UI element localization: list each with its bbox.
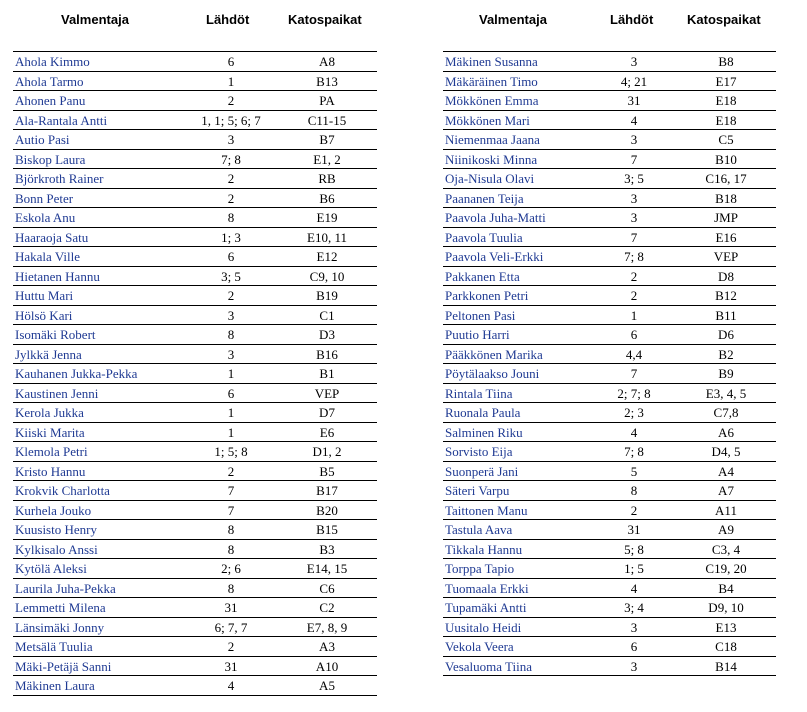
coach-name: Mökkönen Mari — [445, 112, 530, 128]
coach-name: Kytölä Aleksi — [15, 561, 87, 576]
header-coach: Valmentaja — [479, 12, 547, 27]
coach-name: Ala-Rantala Antti — [15, 112, 108, 128]
coach-name: Pöytälaakso Jouni — [445, 366, 540, 381]
table-row — [13, 90, 377, 110]
spot-value: A3 — [319, 639, 335, 654]
table-row — [13, 344, 377, 364]
table-row — [13, 129, 377, 149]
spot-value: C9, 10 — [309, 268, 345, 284]
departures-value: 2; 6 — [221, 561, 241, 576]
departures-value: 3; 5 — [221, 268, 241, 284]
table-rows — [13, 51, 377, 696]
spot-value: E18 — [715, 93, 737, 108]
table-row — [443, 149, 776, 169]
departures-value: 3 — [630, 619, 638, 635]
table-row — [13, 110, 377, 130]
spot-value: A5 — [319, 678, 335, 693]
spot-value: E1, 2 — [313, 151, 341, 167]
spot-value: VEP — [314, 385, 340, 401]
table-row — [443, 558, 776, 578]
departures-value: 4 — [630, 580, 638, 596]
coach-name: Metsälä Tuulia — [15, 639, 93, 654]
spot-value: A9 — [718, 522, 734, 537]
departures-value: 2 — [227, 190, 235, 206]
header-departures: Lähdöt — [206, 12, 250, 27]
coach-name: Hietanen Hannu — [15, 268, 100, 284]
spot-value: B10 — [715, 151, 737, 167]
coach-name: Mäkinen Susanna — [445, 54, 538, 69]
coach-name: Niinikoski Minna — [445, 151, 538, 167]
coach-name: Vesaluoma Tiina — [445, 658, 533, 674]
table-row — [443, 578, 776, 598]
spot-value: B5 — [319, 463, 335, 479]
departures-value: 6 — [630, 639, 638, 654]
header-spots: Katospaikat — [687, 12, 761, 27]
coach-name: Parkkonen Petri — [445, 288, 529, 303]
spot-value: A6 — [718, 424, 734, 440]
coach-name: Oja-Nisula Olavi — [445, 171, 535, 186]
coach-name: Paavola Tuulia — [445, 229, 523, 245]
coach-name: Mäkinen Laura — [15, 678, 95, 693]
table-row — [443, 617, 776, 637]
table-row — [13, 461, 377, 481]
spot-value: B4 — [718, 580, 734, 596]
table-row — [443, 519, 776, 539]
departures-value: 8 — [227, 541, 235, 557]
coach-name: Paavola Juha-Matti — [445, 210, 546, 225]
departures-value: 2; 3 — [624, 405, 644, 420]
table-row — [443, 129, 776, 149]
table-row — [13, 636, 377, 656]
coach-name: Kurhela Jouko — [15, 502, 92, 518]
coach-name: Kiiski Marita — [15, 424, 85, 440]
table-row — [443, 207, 776, 227]
coach-name: Tupamäki Antti — [445, 600, 527, 615]
table-row — [13, 168, 377, 188]
coach-name: Mäkäräinen Timo — [445, 73, 538, 89]
coach-name: Laurila Juha-Pekka — [15, 580, 116, 596]
coach-name: Uusitalo Heidi — [445, 619, 522, 635]
table-row — [443, 383, 776, 403]
departures-value: 4 — [630, 112, 638, 128]
table-row — [13, 227, 377, 247]
coach-name: Salminen Riku — [445, 424, 523, 440]
spot-value: C19, 20 — [705, 561, 747, 576]
coach-name: Björkroth Rainer — [15, 171, 104, 186]
departures-value: 8 — [227, 522, 235, 537]
header-departures: Lähdöt — [610, 12, 654, 27]
table-row — [443, 461, 776, 481]
departures-value: 3 — [630, 658, 638, 674]
table-row — [443, 188, 776, 208]
spot-value: JMP — [714, 210, 738, 225]
table-row — [13, 441, 377, 461]
table-row — [13, 539, 377, 559]
departures-value: 2 — [227, 288, 235, 303]
table-row — [443, 168, 776, 188]
spot-value: C16, 17 — [705, 171, 747, 186]
coach-name: Klemola Petri — [15, 444, 88, 459]
departures-value: 1 — [630, 307, 638, 323]
spot-value: B20 — [316, 502, 338, 518]
table-row — [13, 285, 377, 305]
coach-name: Kylkisalo Anssi — [15, 541, 98, 557]
spot-value: E6 — [319, 424, 335, 440]
departures-value: 7; 8 — [624, 249, 644, 264]
departures-value: 1 — [227, 73, 235, 89]
coach-name: Kauhanen Jukka-Pekka — [15, 366, 138, 381]
coach-name: Isomäki Robert — [15, 327, 96, 342]
spot-value: A10 — [315, 658, 339, 674]
spot-value: B3 — [319, 541, 335, 557]
coach-name: Kaustinen Jenni — [15, 385, 99, 401]
table-row — [443, 266, 776, 286]
departures-value: 6 — [227, 385, 235, 401]
coach-name: Taittonen Manu — [445, 502, 528, 518]
spot-value: E17 — [715, 73, 737, 89]
spot-value: D3 — [319, 327, 335, 342]
coach-name: Ahonen Panu — [15, 93, 86, 108]
departures-value: 7 — [227, 483, 235, 498]
spot-value: B7 — [319, 132, 335, 147]
table-row — [13, 617, 377, 637]
table-row — [443, 227, 776, 247]
departures-value: 1 — [227, 405, 235, 420]
table-row — [13, 422, 377, 442]
departures-value: 1; 5 — [624, 561, 644, 576]
coach-name: Pakkanen Etta — [445, 268, 520, 284]
table-row — [13, 402, 377, 422]
spot-value: B15 — [316, 522, 338, 537]
table-row — [13, 558, 377, 578]
spot-value: A7 — [718, 483, 734, 498]
coach-name: Kerola Jukka — [15, 405, 84, 420]
spot-value: E18 — [715, 112, 737, 128]
spot-value: C7,8 — [713, 405, 739, 420]
table-row — [13, 480, 377, 500]
table-row — [13, 71, 377, 91]
table-row — [443, 246, 776, 266]
spot-value: C1 — [319, 307, 335, 323]
spot-value: D7 — [319, 405, 335, 420]
coach-name: Autio Pasi — [15, 132, 70, 147]
table-row — [443, 597, 776, 617]
spot-value: PA — [319, 93, 335, 108]
departures-value: 3 — [630, 132, 638, 147]
coach-name: Mökkönen Emma — [445, 93, 539, 108]
table-row — [443, 480, 776, 500]
spot-value: D8 — [718, 268, 734, 284]
spot-value: C6 — [319, 580, 335, 596]
coach-name: Huttu Mari — [15, 288, 74, 303]
table-row — [443, 441, 776, 461]
header-coach: Valmentaja — [61, 12, 129, 27]
coach-name: Paananen Teija — [445, 190, 524, 206]
spot-value: C3, 4 — [711, 541, 741, 557]
spot-value: B16 — [316, 346, 338, 362]
departures-value: 7 — [630, 229, 638, 245]
coach-name: Säteri Varpu — [445, 483, 510, 498]
spot-value: B13 — [316, 73, 338, 89]
table-row — [13, 149, 377, 169]
table-row — [443, 305, 776, 325]
coach-name: Bonn Peter — [15, 190, 74, 206]
table-row — [443, 110, 776, 130]
spot-value: B9 — [718, 366, 734, 381]
departures-value: 31 — [224, 600, 238, 615]
coach-name: Ahola Kimmo — [15, 54, 90, 69]
spot-value: D1, 2 — [312, 444, 342, 459]
departures-value: 7 — [227, 502, 235, 518]
coach-name: Eskola Anu — [15, 210, 76, 225]
coach-name: Kuusisto Henry — [15, 522, 97, 537]
departures-value: 3; 5 — [624, 171, 644, 186]
spot-value: E19 — [316, 210, 338, 225]
table-row — [13, 500, 377, 520]
departures-value: 6; 7, 7 — [214, 619, 248, 635]
departures-value: 8 — [227, 327, 235, 342]
departures-value: 3 — [630, 54, 638, 69]
coach-name: Tastula Aava — [445, 522, 513, 537]
departures-value: 6 — [227, 54, 235, 69]
spot-value: E3, 4, 5 — [705, 385, 747, 401]
table-row — [13, 266, 377, 286]
coach-name: Haaraoja Satu — [15, 229, 89, 245]
coach-name: Krokvik Charlotta — [15, 483, 110, 498]
table-row — [443, 539, 776, 559]
departures-value: 4 — [630, 424, 638, 440]
departures-value: 31 — [627, 522, 641, 537]
spot-value: B1 — [319, 366, 335, 381]
table-row — [13, 188, 377, 208]
table-row — [13, 207, 377, 227]
table-row — [13, 51, 377, 71]
table-row — [443, 422, 776, 442]
spot-value: E10, 11 — [307, 229, 347, 245]
spot-value: A8 — [319, 54, 335, 69]
coach-name: Mäki-Petäjä Sanni — [15, 658, 112, 674]
coach-name: Niemenmaa Jaana — [445, 132, 540, 147]
departures-value: 3 — [227, 346, 235, 362]
spot-value: D6 — [718, 327, 734, 342]
departures-value: 4; 21 — [620, 73, 648, 89]
table-row — [443, 71, 776, 91]
spot-value: C5 — [718, 132, 734, 147]
spot-value: D4, 5 — [711, 444, 741, 459]
spot-value: B12 — [715, 288, 737, 303]
departures-value: 4 — [227, 678, 235, 693]
coach-name: Biskop Laura — [15, 151, 86, 167]
spot-value: B19 — [316, 288, 338, 303]
spot-value: C2 — [319, 600, 335, 615]
spot-value: VEP — [713, 249, 739, 264]
table-row — [443, 90, 776, 110]
departures-value: 1; 3 — [221, 229, 241, 245]
departures-value: 3 — [227, 132, 235, 147]
spot-value: C18 — [715, 639, 737, 654]
departures-value: 7; 8 — [624, 444, 644, 459]
spot-value: B11 — [715, 307, 737, 323]
departures-value: 6 — [630, 327, 638, 342]
departures-value: 3 — [630, 190, 638, 206]
departures-value: 2 — [630, 268, 638, 284]
coach-name: Peltonen Pasi — [445, 307, 516, 323]
coach-name: Tikkala Hannu — [445, 541, 523, 557]
spot-value: D9, 10 — [708, 600, 744, 615]
spot-value: RB — [318, 171, 336, 186]
departures-value: 2 — [630, 288, 638, 303]
departures-value: 2 — [227, 171, 235, 186]
departures-value: 1; 5; 8 — [214, 444, 248, 459]
table-row — [13, 597, 377, 617]
departures-value: 2 — [227, 463, 235, 479]
departures-value: 1 — [227, 424, 235, 440]
spot-value: A4 — [718, 463, 734, 479]
departures-value: 1 — [227, 366, 235, 381]
spot-value: C11-15 — [307, 112, 347, 128]
departures-value: 4,4 — [625, 346, 643, 362]
coach-name: Suonperä Jani — [445, 463, 519, 479]
coach-name: Sorvisto Eija — [445, 444, 513, 459]
coach-name: Kristo Hannu — [15, 463, 86, 479]
table-row — [443, 656, 776, 677]
departures-value: 3 — [227, 307, 235, 323]
departures-value: 8 — [227, 210, 235, 225]
table-row — [443, 324, 776, 344]
table-row — [443, 285, 776, 305]
departures-value: 3; 4 — [624, 600, 644, 615]
departures-value: 7; 8 — [221, 151, 241, 167]
table-row — [443, 500, 776, 520]
table-row — [443, 51, 776, 71]
departures-value: 8 — [227, 580, 235, 596]
spot-value: E13 — [715, 619, 737, 635]
table-row — [13, 363, 377, 383]
coach-name: Ruonala Paula — [445, 405, 521, 420]
spot-value: B2 — [718, 346, 734, 362]
spot-value: B17 — [316, 483, 338, 498]
table-row — [443, 363, 776, 383]
table-row — [13, 675, 377, 696]
departures-value: 8 — [630, 483, 638, 498]
coach-name: Länsimäki Jonny — [15, 619, 105, 635]
table-row — [13, 305, 377, 325]
table-row — [443, 344, 776, 364]
table-row — [13, 383, 377, 403]
coach-name: Rintala Tiina — [445, 385, 513, 401]
departures-value: 2; 7; 8 — [617, 385, 651, 401]
departures-value: 3 — [630, 210, 638, 225]
spot-value: B8 — [718, 54, 734, 69]
table-rows — [443, 51, 776, 676]
coach-name: Torppa Tapio — [445, 561, 515, 576]
departures-value: 7 — [630, 151, 638, 167]
coach-name: Pääkkönen Marika — [445, 346, 543, 362]
table-row — [443, 636, 776, 656]
coach-name: Puutio Harri — [445, 327, 510, 342]
spot-value: E7, 8, 9 — [306, 619, 348, 635]
spot-value: E16 — [715, 229, 737, 245]
table-row — [13, 519, 377, 539]
departures-value: 5 — [630, 463, 638, 479]
spot-value: B14 — [715, 658, 737, 674]
departures-value: 2 — [227, 93, 235, 108]
coach-name: Lemmetti Milena — [15, 600, 106, 615]
spot-value: B6 — [319, 190, 335, 206]
departures-value: 5; 8 — [624, 541, 644, 557]
departures-value: 1, 1; 5; 6; 7 — [201, 112, 261, 128]
coach-name: Ahola Tarmo — [15, 73, 84, 89]
spot-value: A11 — [715, 502, 737, 518]
departures-value: 6 — [227, 249, 235, 264]
coach-name: Hakala Ville — [15, 249, 81, 264]
departures-value: 2 — [227, 639, 235, 654]
departures-value: 7 — [630, 366, 638, 381]
departures-value: 31 — [224, 658, 238, 674]
coach-name: Hölsö Kari — [15, 307, 73, 323]
spot-value: B18 — [715, 190, 737, 206]
spot-value: E14, 15 — [306, 561, 348, 576]
spot-value: E12 — [316, 249, 338, 264]
table-row — [13, 578, 377, 598]
coach-name: Tuomaala Erkki — [445, 580, 529, 596]
table-row — [13, 324, 377, 344]
table-row — [13, 656, 377, 676]
table-row — [13, 246, 377, 266]
header-spots: Katospaikat — [288, 12, 362, 27]
coach-name: Paavola Veli-Erkki — [445, 249, 544, 264]
departures-value: 31 — [627, 93, 641, 108]
table-row — [443, 402, 776, 422]
coach-name: Jylkkä Jenna — [15, 346, 82, 362]
coach-name: Vekola Veera — [445, 639, 514, 654]
departures-value: 2 — [630, 502, 638, 518]
